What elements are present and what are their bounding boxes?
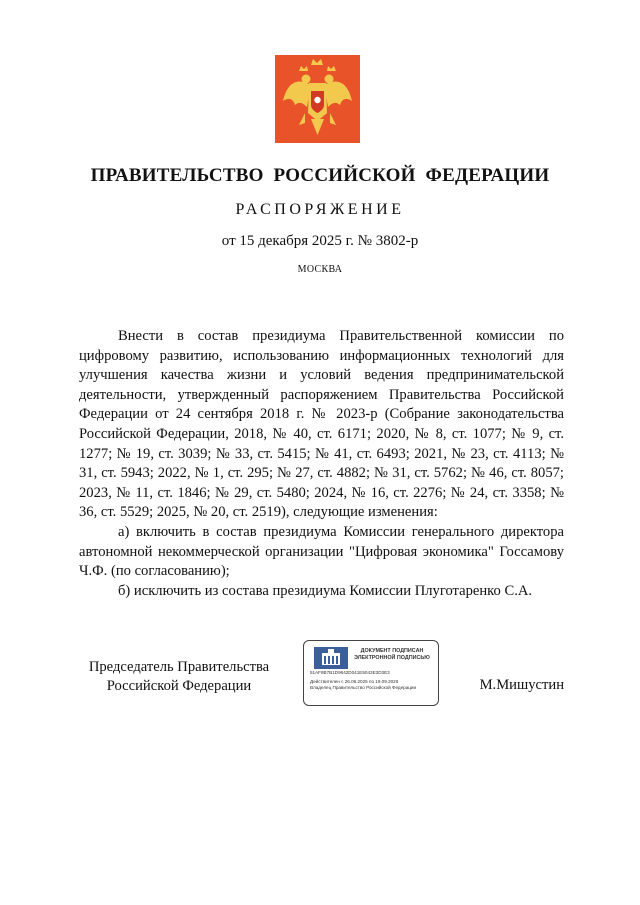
government-title: ПРАВИТЕЛЬСТВО РОССИЙСКОЙ ФЕДЕРАЦИИ <box>90 165 550 186</box>
signatory-position-line-2: Российской Федерации <box>106 678 252 694</box>
document-type: РАСПОРЯЖЕНИЕ <box>235 201 405 218</box>
stamp-heading-line-1: ДОКУМЕНТ ПОДПИСАН <box>360 648 424 654</box>
body-paragraph-main: Внести в состав президиума Правительственной комиссии по цифровому развитию, использованию информационных технологий для улучшения качества жизни и условий ведения предпринимательской деятельности, утвержденный распоряжением Правительства Российской Федерации от 24 сентября 2018 г. № 2023-р (Собрание законодательства Российской Федерации, 2018, № 40, ст. 6171; 2020, № 8, ст. 1077; № 9, ст. 1277; № 19, ст. 3039; № 33, ст. 5415; № 41, ст. 6493; 2021, № 23, ст. 4113; № 31, ст. 5943; 2022, № 1, ст. 295; № 27, ст. 4882; № 31, ст. 5762; № 46, ст. 8057; 2023, № 11, ст. 1846; № 29, ст. 5480; 2024, № 16, ст. 2276; № 24, ст. 3358; № 36, ст. 5529; 2025, № 20, ст. 2519), следующие изменения: <box>79 328 564 521</box>
document-city: МОСКВА <box>297 264 343 275</box>
body-item-a: а) включить в состав президиума Комиссии генерального директора автономной некоммерческой организации "Цифровая экономика" Госсамову Ч.Ф. (по согласованию); <box>79 523 564 580</box>
signatory-position-line-1: Председатель Правительства <box>88 659 270 675</box>
stamp-heading <box>348 648 436 662</box>
signatory-position <box>79 658 279 696</box>
stamp-heading-line-2: ЭЛЕКТРОННОЙ ПОДПИСЬЮ <box>354 655 430 661</box>
document-date-number: от 15 декабря 2025 г. № 3802-р <box>221 233 419 249</box>
government-building-icon <box>314 647 348 669</box>
electronic-signature-stamp <box>303 640 439 706</box>
stamp-certificate-serial: 51AF8B7B1D9642D041E5043E3D3E3 <box>310 670 390 675</box>
stamp-owner: Владелец Правительство Российской Федерации <box>310 685 417 690</box>
coat-of-arms-icon <box>275 55 360 143</box>
signatory-name: М.Мишустин <box>479 677 564 693</box>
body-item-b: б) исключить из состава президиума Комиссии Плуготаренко С.А. <box>118 582 533 599</box>
stamp-validity: Действителен с 26.06.2025 по 19.09.2026 <box>310 679 399 684</box>
document-body <box>79 327 564 601</box>
